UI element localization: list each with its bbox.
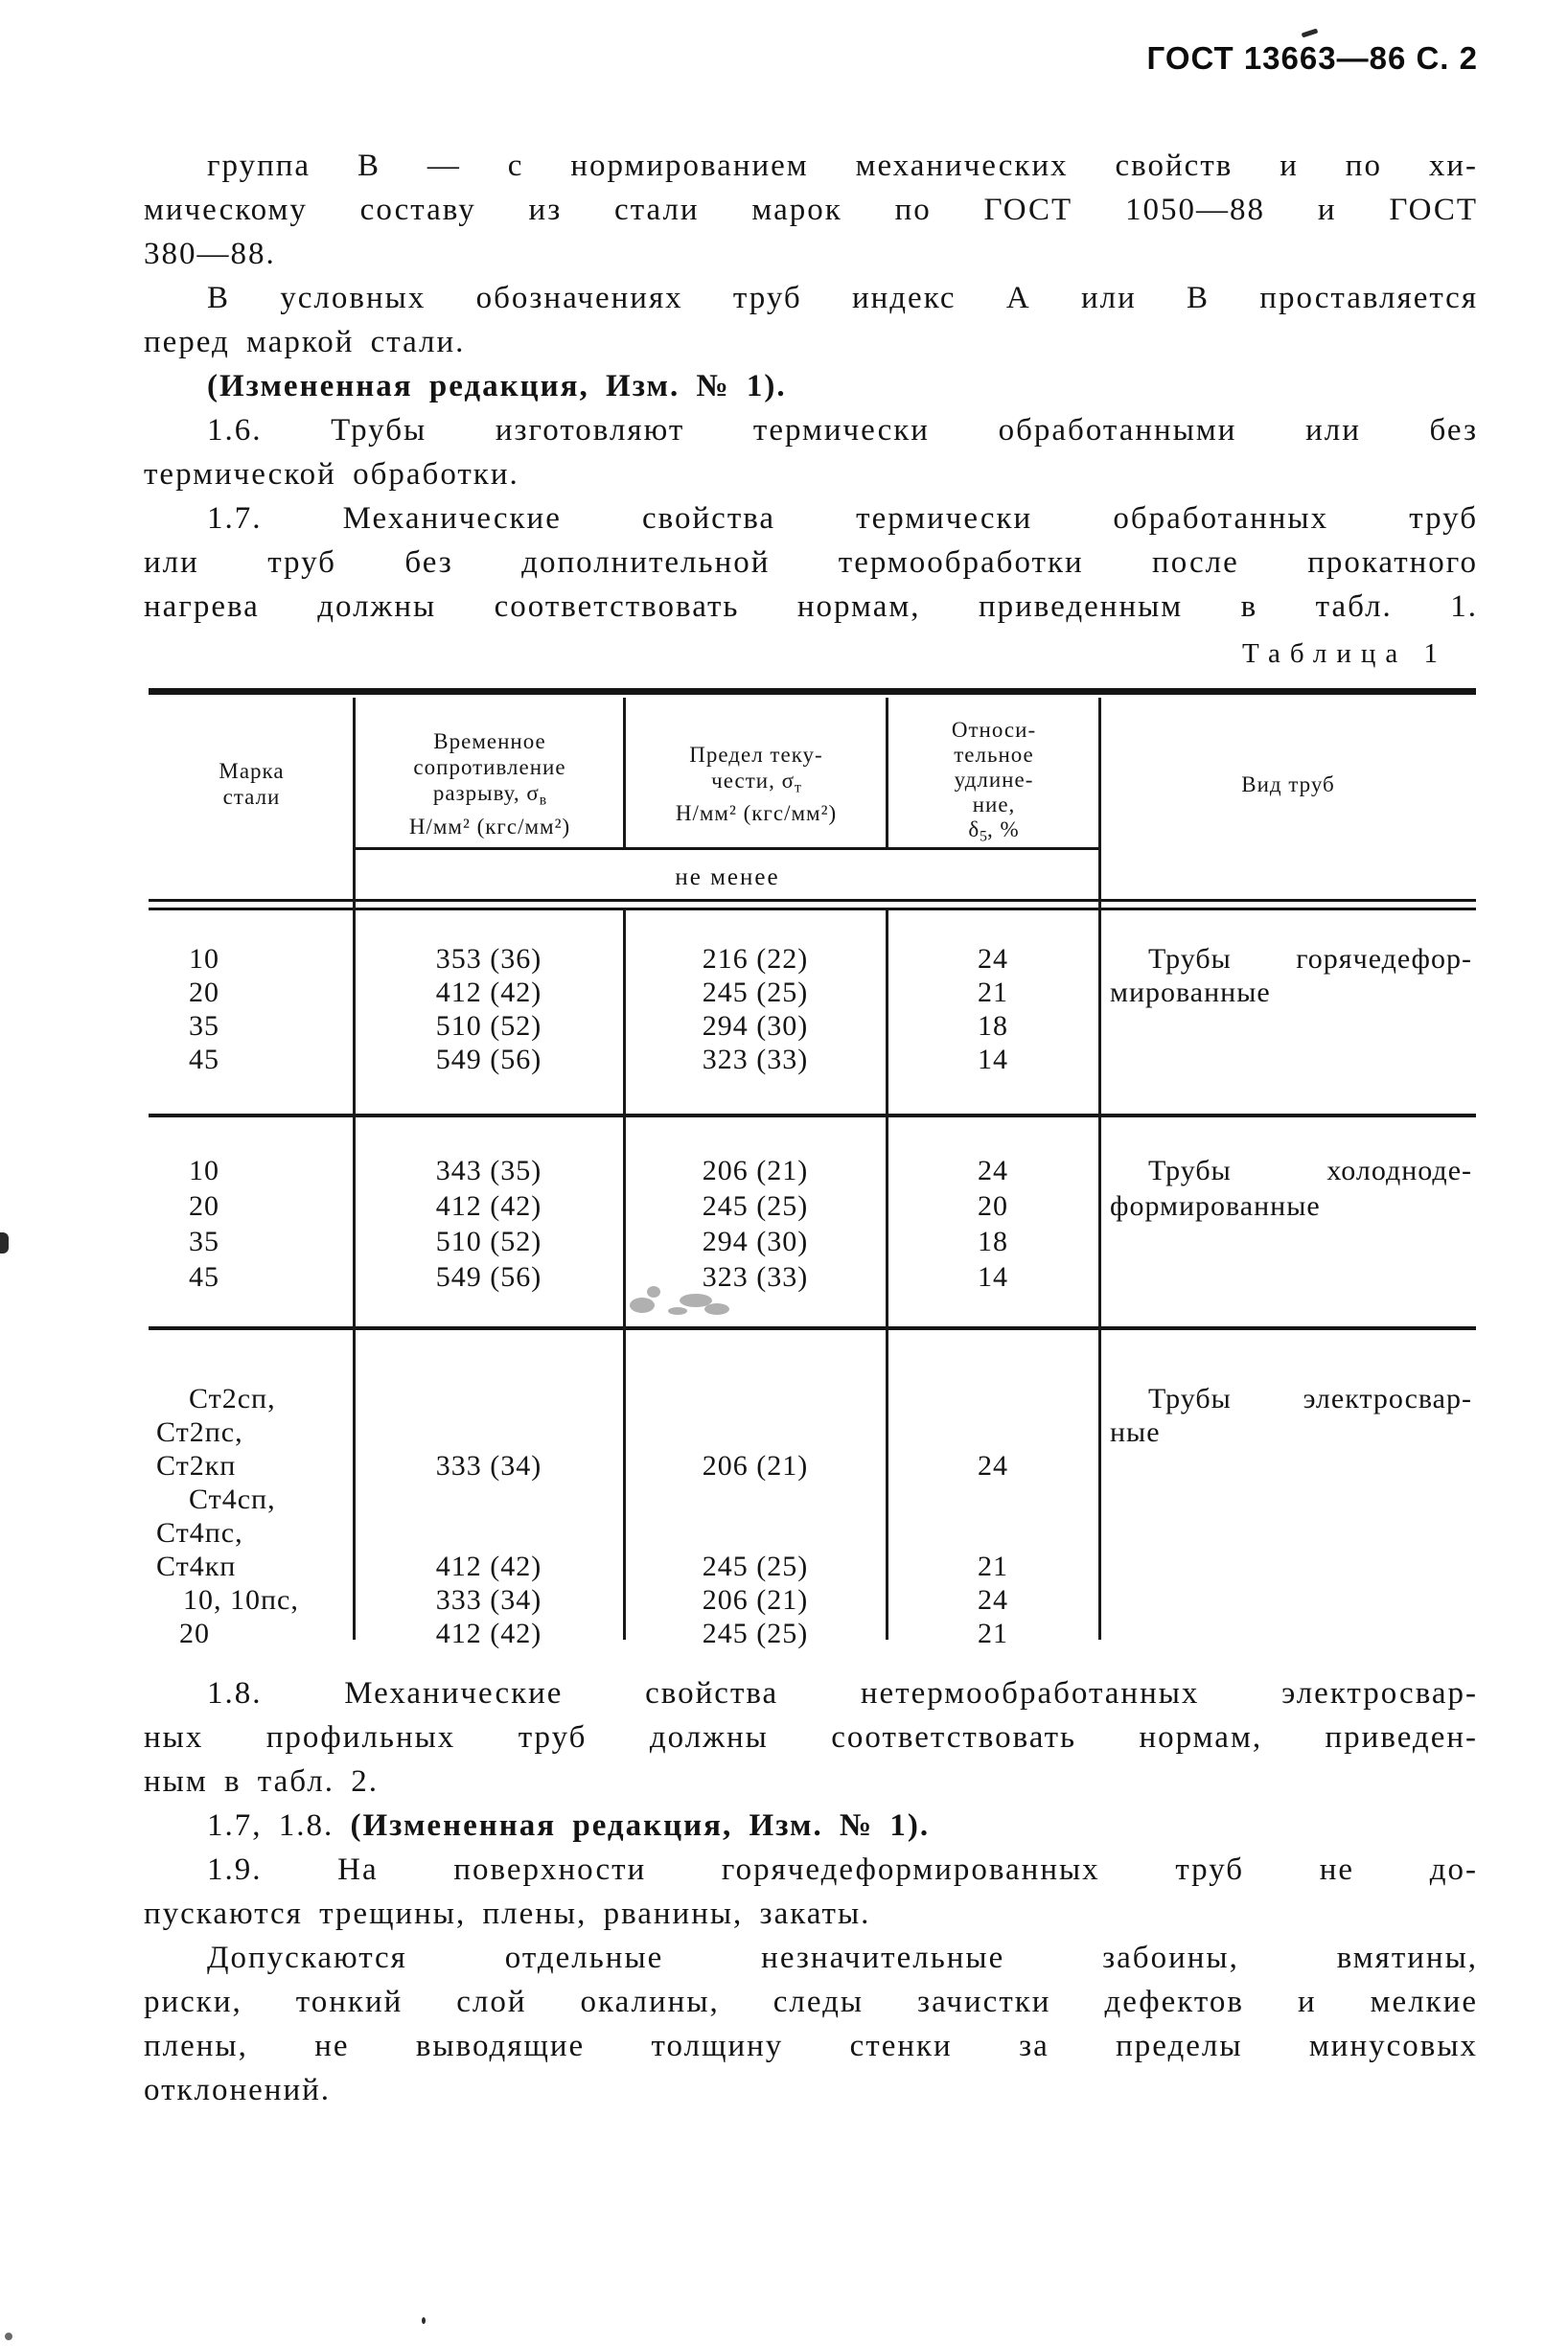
col-delta	[888, 1153, 1098, 1295]
table-rule-header-double	[149, 899, 1476, 902]
table-rule-top	[149, 688, 1476, 695]
cell	[625, 1415, 886, 1449]
cell: 245 (25)	[702, 1618, 809, 1649]
cell: 21	[978, 1551, 1008, 1582]
paragraph-line: ных профильных труб должны соответствовать нормам, приведен-	[144, 1720, 1478, 1755]
col-header-line: ние,	[972, 793, 1016, 817]
sigma-subscript: в	[539, 792, 547, 809]
cell	[888, 1516, 1098, 1550]
col-sigma-v	[355, 1382, 623, 1650]
cell	[355, 1516, 623, 1550]
cell: 412 (42)	[435, 1190, 542, 1222]
cell: 21	[978, 977, 1008, 1008]
table-rule-header-double	[149, 908, 1476, 910]
col-header-line: Предел теку-	[689, 742, 823, 767]
cell: Ст2пс,	[156, 1416, 243, 1448]
col-vid-trub	[1100, 1153, 1476, 1224]
cell: 45	[189, 1261, 219, 1293]
scan-speck	[0, 1232, 9, 1254]
paragraph-line: ным в табл. 2.	[144, 1764, 379, 1799]
col-sigma-v	[355, 942, 623, 1076]
cell: 510 (52)	[435, 1226, 542, 1257]
cell: 35	[189, 1010, 219, 1042]
vid-note-line: Трубы электросвар-	[1148, 1383, 1472, 1414]
paragraph-line: 380—88.	[144, 237, 276, 271]
cell: 549 (56)	[435, 1044, 542, 1075]
col-header-line: $\delta_5$, %	[968, 817, 1020, 845]
cell: 206 (21)	[702, 1155, 809, 1186]
cell: 206 (21)	[702, 1584, 809, 1616]
cell: 18	[978, 1010, 1008, 1042]
cell	[888, 1382, 1098, 1415]
cell: 20	[179, 1618, 210, 1649]
col-header-line: Н/мм² (кгс/мм²)	[408, 814, 571, 839]
cell: Ст4сп,	[189, 1484, 276, 1515]
paragraph-line: нагрева должны соответствовать нормам, приведенным в табл. 1.	[144, 589, 1478, 624]
cell: 10	[189, 943, 219, 975]
table-1	[149, 686, 1476, 1649]
amendment-note-line	[144, 1804, 1478, 1848]
col-header-line: стали	[222, 785, 281, 809]
col-vid-trub	[1100, 1382, 1476, 1449]
body-text-top	[144, 144, 1478, 629]
cell: 24	[978, 1155, 1008, 1186]
cell: 245 (25)	[702, 1551, 809, 1582]
cell: 294 (30)	[702, 1226, 809, 1257]
cell: 333 (34)	[435, 1450, 542, 1482]
cell: 549 (56)	[435, 1261, 542, 1293]
col-header-line: чести, $\sigma_т$	[711, 768, 801, 796]
cell	[355, 1415, 623, 1449]
col-header-predel-tekuchesti	[625, 715, 888, 853]
paragraph-line: Допускаются отдельные незначительные забоины, вмятины,	[207, 1941, 1478, 1975]
col-sigma-v	[355, 1153, 623, 1295]
paragraph-line: 1.9. На поверхности горячедеформированных труб не до-	[207, 1852, 1478, 1887]
col-header-marka-stali	[149, 715, 355, 853]
section-refs: 1.7, 1.8.	[207, 1808, 351, 1843]
scan-speck	[5, 2333, 12, 2340]
page-header: ГОСТ 13663—86 С. 2	[1146, 40, 1478, 76]
delta-subscript: 5	[980, 828, 987, 845]
cell: Ст2кп	[156, 1450, 237, 1482]
paragraph-line: мическому составу из стали марок по ГОСТ 1050—88 и ГОСТ	[144, 193, 1478, 227]
col-vid-trub	[1100, 942, 1476, 1009]
paragraph-line: 1.6. Трубы изготовляют термически обработанными или без	[207, 413, 1478, 448]
cell: 343 (35)	[435, 1155, 542, 1186]
col-header-line: Временное	[433, 729, 546, 754]
cell: 294 (30)	[702, 1010, 809, 1042]
vid-note-line: мированные	[1110, 977, 1271, 1008]
paragraph-line: термической обработки.	[144, 457, 519, 492]
cell: 412 (42)	[435, 1618, 542, 1649]
col-header-line: Н/мм² (кгс/мм²)	[675, 801, 838, 826]
cell: 14	[978, 1044, 1008, 1075]
cell	[625, 1516, 886, 1550]
paragraph-line: или труб без дополнительной термообработки после прокатного	[144, 545, 1478, 580]
col-sigma-t	[625, 1382, 886, 1650]
cell: 245 (25)	[702, 1190, 809, 1222]
cell: 333 (34)	[435, 1584, 542, 1616]
col-header-otnositelnoe-udlinenie	[888, 711, 1100, 857]
col-header-line: Вид труб	[1241, 771, 1335, 796]
scan-speck	[1302, 28, 1319, 37]
ink-smudge-artifact	[630, 1284, 735, 1321]
cell: 18	[978, 1226, 1008, 1257]
cell: Ст4пс,	[156, 1517, 243, 1549]
col-marka	[149, 942, 353, 1076]
col-header-vid-trub	[1100, 715, 1476, 853]
table-rule-group-divider	[149, 1114, 1476, 1117]
cell: 10	[189, 1155, 219, 1186]
vid-note-line: Трубы холодноде-	[1148, 1155, 1472, 1186]
vid-note-line: Трубы горячедефор-	[1148, 943, 1472, 975]
cell: 10, 10пс,	[183, 1584, 299, 1616]
cell: 353 (36)	[435, 943, 542, 975]
paragraph-line: отклонений.	[144, 2073, 332, 2107]
cell: 14	[978, 1261, 1008, 1293]
amendment-note: (Измененная редакция, Изм. № 1).	[350, 1808, 931, 1843]
cell: 20	[978, 1190, 1008, 1222]
col-header-line: тельное	[954, 743, 1034, 768]
paragraph-line: 1.8. Механические свойства нетермообработанных электросвар-	[207, 1676, 1478, 1711]
cell	[355, 1483, 623, 1516]
cell: 216 (22)	[702, 943, 809, 975]
paragraph-line: В условных обозначениях труб индекс А или В проставляется	[207, 281, 1478, 315]
amendment-note: (Измененная редакция, Изм. № 1).	[207, 369, 787, 403]
cell: 24	[978, 1450, 1008, 1482]
col-marka	[149, 1153, 353, 1295]
paragraph-line: перед маркой стали.	[144, 325, 466, 359]
col-sigma-t	[625, 942, 886, 1076]
paragraph-line: группа В — с нормированием механических свойств и по хи-	[207, 149, 1478, 183]
col-header-line: разрыву, $\sigma_в$	[432, 781, 547, 809]
paragraph-line: пускаются трещины, плены, рванины, закаты.	[144, 1897, 871, 1931]
cell: 245 (25)	[702, 977, 809, 1008]
cell: 412 (42)	[435, 977, 542, 1008]
cell: 323 (33)	[702, 1261, 809, 1293]
cell: 323 (33)	[702, 1044, 809, 1075]
ne-menee-label: не менее	[675, 864, 780, 890]
col-header-vremennoe-soprotivlenie	[355, 715, 625, 853]
cell	[355, 1382, 623, 1415]
paragraph-line: 1.7. Механические свойства термически обработанных труб	[207, 501, 1478, 536]
sigma-subscript: т	[794, 779, 801, 796]
cell	[888, 1415, 1098, 1449]
vid-note-line: формированные	[1110, 1190, 1321, 1222]
cell: Ст2сп,	[189, 1383, 276, 1414]
cell	[888, 1483, 1098, 1516]
cell: 412 (42)	[435, 1551, 542, 1582]
body-text-bottom	[144, 1671, 1478, 2112]
scan-speck	[422, 2317, 426, 2324]
cell: 24	[978, 943, 1008, 975]
cell: Ст4кп	[156, 1551, 237, 1582]
col-delta	[888, 942, 1098, 1076]
col-delta	[888, 1382, 1098, 1650]
cell: 20	[189, 977, 219, 1008]
col-header-line: Относи-	[951, 718, 1037, 743]
cell: 21	[978, 1618, 1008, 1649]
col-header-line: сопротивление	[413, 755, 566, 780]
col-sigma-t	[625, 1153, 886, 1295]
cell: 45	[189, 1044, 219, 1075]
cell: 20	[189, 1190, 219, 1222]
col-header-line: удлине-	[954, 768, 1034, 793]
col-header-line: Марка	[219, 759, 285, 783]
paragraph-line: риски, тонкий слой окалины, следы зачистки дефектов и мелкие	[144, 1985, 1478, 2019]
cell	[625, 1483, 886, 1516]
table-rule-group-divider	[149, 1326, 1476, 1330]
cell: 24	[978, 1584, 1008, 1616]
table-caption: Таблица 1	[1241, 638, 1447, 669]
cell	[625, 1382, 886, 1415]
cell: 510 (52)	[435, 1010, 542, 1042]
vid-note-line: ные	[1110, 1416, 1161, 1448]
paragraph-line: плены, не выводящие толщину стенки за пределы минусовых	[144, 2029, 1478, 2063]
cell: 206 (21)	[702, 1450, 809, 1482]
col-marka	[149, 1382, 353, 1650]
cell: 35	[189, 1226, 219, 1257]
